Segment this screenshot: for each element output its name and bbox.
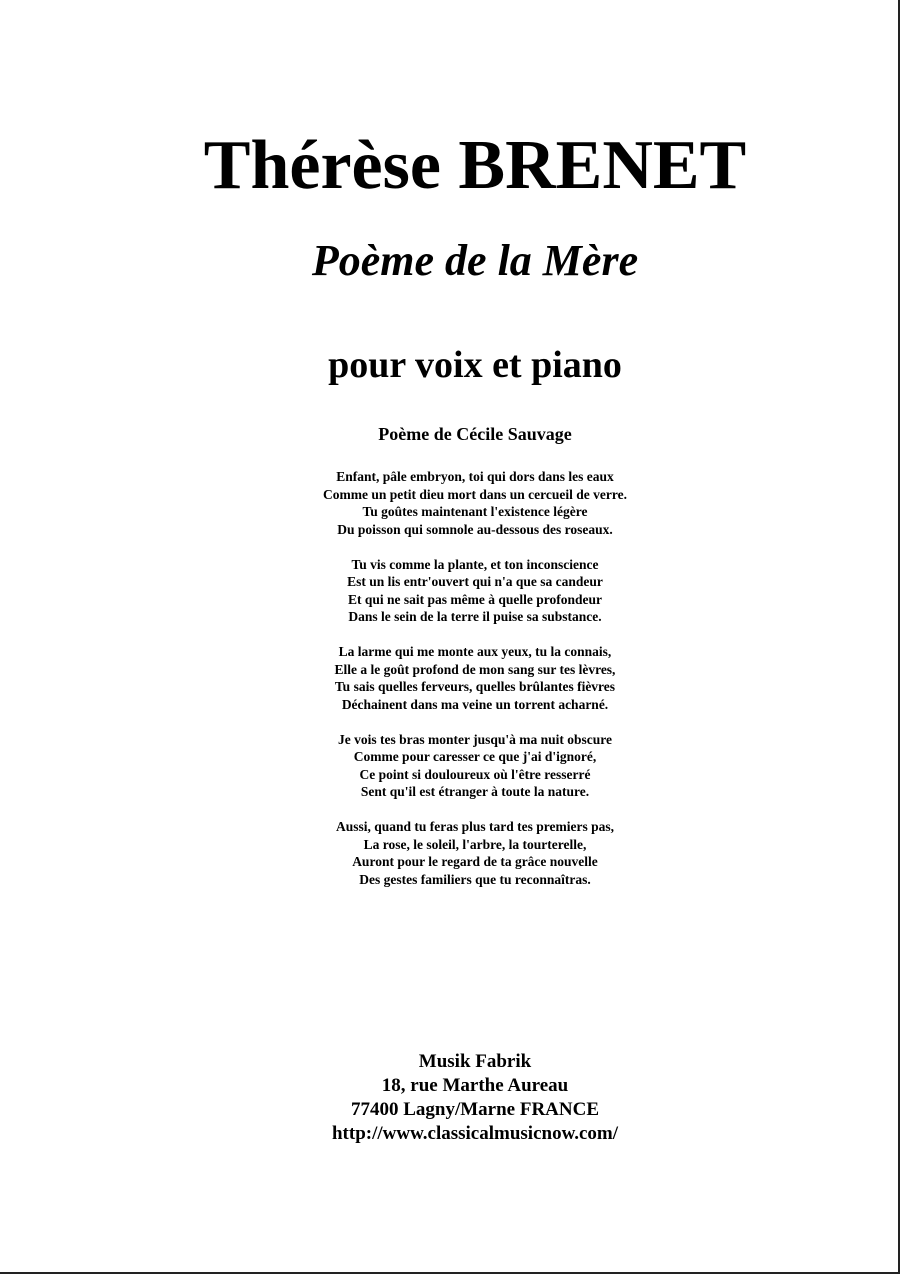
poem-verse: Auront pour le regard de ta grâce nouvelle [352,854,598,869]
publisher-city: 77400 Lagny/Marne FRANCE [350,1099,600,1120]
poem-verse: Elle a le goût profond de mon sang sur tes lèvres, [334,661,616,677]
poem-verse: Du poisson qui somnole au-dessous des roseaux. [337,521,613,537]
publisher-street: 18, rue Marthe Aureau [381,1075,569,1096]
poem-verse: Et qui ne sait pas même à quelle profondeur [347,591,602,607]
poem-verse: La larme qui me monte aux yeux, tu la connais, [338,644,612,659]
scoring-subtitle: pour voix et piano [328,344,622,386]
poem-verse: Tu goûtes maintenant l'existence légère [362,504,588,519]
poem-stanza-2 [0,556,900,626]
poem-text [0,468,900,906]
poem-verse: Tu sais quelles ferveurs, quelles brûlantes fièvres [334,679,616,694]
poem-verse: Est un lis entr'ouvert qui n'a que sa candeur [347,574,603,589]
poet-credit: Poème de Cécile Sauvage [378,424,572,444]
poem-verse: Comme un petit dieu mort dans un cercueil de verre. [323,486,627,502]
poem-verse: Des gestes familiers que tu reconnaîtras. [359,871,591,887]
poem-verse: La rose, le soleil, l'arbre, la tourterelle, [363,836,587,852]
poem-verse: Ce point si douloureux où l'être resserré [359,766,591,782]
poem-stanza-5 [0,818,900,888]
poem-verse: Déchainent dans ma veine un torrent acharné. [341,696,609,712]
poem-stanza-4 [0,731,900,801]
publisher-name: Musik Fabrik [418,1051,532,1072]
poem-verse: Tu vis comme la plante, et ton inconscience [351,556,599,572]
composer-name: Thérèse BRENET [203,127,747,204]
poem-verse: Enfant, pâle embryon, toi qui dors dans les eaux [336,469,614,484]
poem-verse: Aussi, quand tu feras plus tard tes premiers pas, [335,819,615,834]
poem-stanza-3 [0,643,900,713]
publisher-url: http://www.classicalmusicnow.com/ [331,1123,619,1144]
poem-verse: Sent qu'il est étranger à toute la nature. [360,784,590,799]
poem-verse: Comme pour caresser ce que j'ai d'ignoré, [353,749,597,764]
work-title: Poème de la Mère [311,236,639,285]
poem-verse: Je vois tes bras monter jusqu'à ma nuit obscure [337,731,612,747]
poem-verse: Dans le sein de la terre il puise sa substance. [348,609,602,624]
publisher-block [0,1050,900,1146]
poem-stanza-1 [0,468,900,538]
